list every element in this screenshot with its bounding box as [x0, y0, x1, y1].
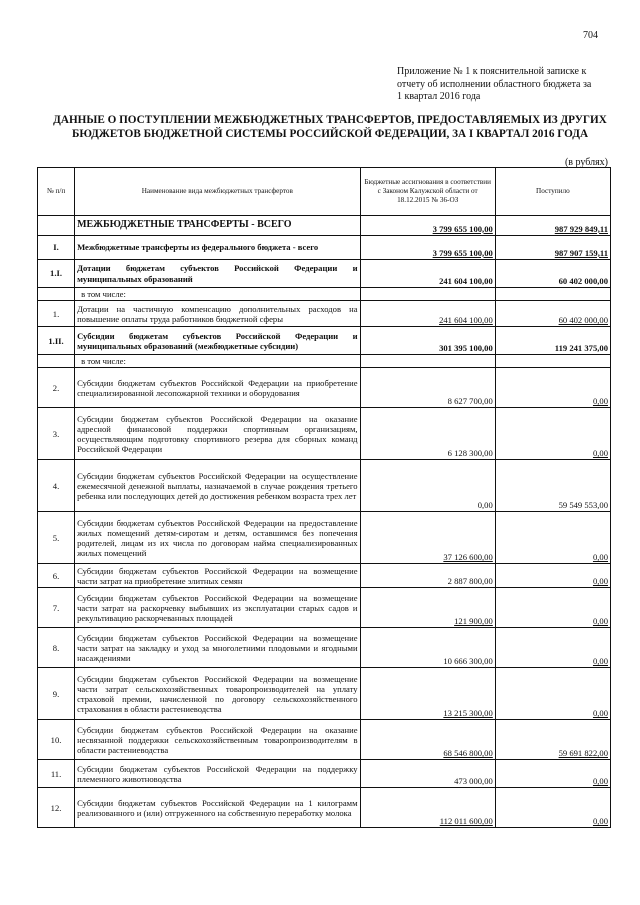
table-row	[38, 408, 611, 460]
row-received: 0,00	[495, 588, 610, 628]
row-num	[38, 288, 75, 301]
row-num: 1.	[38, 301, 75, 327]
row-assigned: 473 000,00	[360, 760, 495, 788]
row-name: в том числе:	[75, 355, 360, 368]
row-received: 119 241 375,00	[495, 327, 610, 355]
row-received: 60 402 000,00	[495, 301, 610, 327]
row-assigned: 241 604 100,00	[360, 301, 495, 327]
row-name: Дотации бюджетам субъектов Российской Федерации и муниципальных образований	[75, 260, 360, 288]
row-name: Субсидии бюджетам субъектов Российской Федерации на оказание несвязанной поддержки сельскохозяйственным товаропроизводителям в области растениеводства	[75, 720, 360, 760]
row-received: 0,00	[495, 512, 610, 564]
row-name: Субсидии бюджетам субъектов Российской Федерации на возмещение части затрат сельскохозяйственных товаропроизводителей на уплату страховой премии, начисленной по договору сельскохозяйственного страхования в области растениеводства	[75, 668, 360, 720]
row-assigned	[360, 288, 495, 301]
row-num: 10.	[38, 720, 75, 760]
page-number: 704	[583, 30, 598, 41]
row-assigned	[360, 355, 495, 368]
row-received: 0,00	[495, 564, 610, 588]
appendix-note	[397, 66, 597, 104]
header-received: Поступило	[495, 168, 610, 216]
row-name: Межбюджетные трансферты из федерального бюджета - всего	[75, 236, 360, 260]
row-received: 987 907 159,11	[495, 236, 610, 260]
row-num: 8.	[38, 628, 75, 668]
row-name: Субсидии бюджетам субъектов Российской Федерации на 1 килограмм реализованного и (или) отгруженного на собственную переработку молока	[75, 788, 360, 828]
row-received: 59 691 822,00	[495, 720, 610, 760]
table-row	[38, 355, 611, 368]
row-name: Субсидии бюджетам субъектов Российской Федерации на возмещение части затрат на приобретение элитных семян	[75, 564, 360, 588]
row-name: Субсидии бюджетам субъектов Российской Федерации на приобретение специализированной лесопожарной техники и оборудования	[75, 368, 360, 408]
row-num: 2.	[38, 368, 75, 408]
header-name: Наименование вида межбюджетных трансфертов	[75, 168, 360, 216]
row-received: 0,00	[495, 760, 610, 788]
table-row	[38, 327, 611, 355]
table-row	[38, 301, 611, 327]
row-received: 60 402 000,00	[495, 260, 610, 288]
table-row	[38, 788, 611, 828]
appendix-line: 1 квартал 2016 года	[397, 91, 481, 102]
row-assigned: 241 604 100,00	[360, 260, 495, 288]
row-name: Субсидии бюджетам субъектов Российской Федерации на возмещение части затрат на закладку и уход за многолетними плодовыми и ягодными насаждениями	[75, 628, 360, 668]
row-num: 12.	[38, 788, 75, 828]
table-header-row	[38, 168, 611, 216]
row-assigned: 6 128 300,00	[360, 408, 495, 460]
row-name: Субсидии бюджетам субъектов Российской Федерации на осуществление ежемесячной денежной выплаты, назначаемой в случае рождения третьего ребенка или последующих детей до достижения ребенком возраста трех лет	[75, 460, 360, 512]
row-received: 59 549 553,00	[495, 460, 610, 512]
row-received: 0,00	[495, 368, 610, 408]
appendix-line: Приложение № 1 к пояснительной записке к	[397, 66, 587, 77]
table-row	[38, 288, 611, 301]
transfers-table	[37, 167, 611, 828]
row-num	[38, 216, 75, 236]
row-assigned: 301 395 100,00	[360, 327, 495, 355]
table-row	[38, 668, 611, 720]
row-assigned: 121 900,00	[360, 588, 495, 628]
row-num: 1.II.	[38, 327, 75, 355]
row-received	[495, 355, 610, 368]
row-assigned: 68 546 800,00	[360, 720, 495, 760]
row-received: 0,00	[495, 668, 610, 720]
row-num: 3.	[38, 408, 75, 460]
table-row	[38, 628, 611, 668]
row-assigned: 0,00	[360, 460, 495, 512]
row-num: 1.I.	[38, 260, 75, 288]
table-row	[38, 588, 611, 628]
table-row	[38, 216, 611, 236]
table-row	[38, 760, 611, 788]
row-received: 0,00	[495, 788, 610, 828]
row-name: Субсидии бюджетам субъектов Российской Федерации на оказание адресной финансовой поддержки спортивным организациям, осуществляющим подготовку спортивного резерва для сборных команд Российской Федерации	[75, 408, 360, 460]
row-name: Субсидии бюджетам субъектов Российской Федерации на поддержку племенного животноводства	[75, 760, 360, 788]
row-num: 4.	[38, 460, 75, 512]
table-row	[38, 368, 611, 408]
row-name: Дотации на частичную компенсацию дополнительных расходов на повышение оплаты труда работников бюджетной сферы	[75, 301, 360, 327]
row-assigned: 3 799 655 100,00	[360, 236, 495, 260]
header-num: № п/п	[38, 168, 75, 216]
row-received: 0,00	[495, 408, 610, 460]
header-assigned: Бюджетные ассигнования в соответствии с Законом Калужской области от 18.12.2015 № 36-ОЗ	[360, 168, 495, 216]
row-assigned: 112 011 600,00	[360, 788, 495, 828]
row-assigned: 2 887 800,00	[360, 564, 495, 588]
row-num	[38, 355, 75, 368]
table-row	[38, 260, 611, 288]
table-row	[38, 512, 611, 564]
row-received	[495, 288, 610, 301]
row-assigned: 10 666 300,00	[360, 628, 495, 668]
row-name: в том числе:	[75, 288, 360, 301]
row-num: 7.	[38, 588, 75, 628]
row-name: Субсидии бюджетам субъектов Российской Федерации на возмещение части затрат на раскорчевку выбывших из эксплуатации старых садов и рекультивацию раскорчеванных площадей	[75, 588, 360, 628]
row-assigned: 8 627 700,00	[360, 368, 495, 408]
row-assigned: 3 799 655 100,00	[360, 216, 495, 236]
row-name: Субсидии бюджетам субъектов Российской Федерации на предоставление жилых помещений детям-сиротам и детям, оставшимся без попечения родителей, лицам из их числа по договорам найма специализированных жилых помещений	[75, 512, 360, 564]
title-line: БЮДЖЕТОВ БЮДЖЕТНОЙ СИСТЕМЫ РОССИЙСКОЙ ФЕДЕРАЦИИ, ЗА I КВАРТАЛ 2016 ГОДА	[71, 128, 589, 140]
row-received: 987 929 849,11	[495, 216, 610, 236]
table-row	[38, 460, 611, 512]
row-assigned: 37 126 600,00	[360, 512, 495, 564]
row-name: МЕЖБЮДЖЕТНЫЕ ТРАНСФЕРТЫ - ВСЕГО	[75, 216, 360, 236]
appendix-line: отчету об исполнении областного бюджета за	[397, 78, 592, 90]
table-row	[38, 564, 611, 588]
page-title	[40, 113, 620, 141]
row-received: 0,00	[495, 628, 610, 668]
row-num: 9.	[38, 668, 75, 720]
row-num: 6.	[38, 564, 75, 588]
row-num: 11.	[38, 760, 75, 788]
table-row	[38, 236, 611, 260]
row-name: Субсидии бюджетам субъектов Российской Федерации и муниципальных образований (межбюджетные субсидии)	[75, 327, 360, 355]
title-line: ДАННЫЕ О ПОСТУПЛЕНИИ МЕЖБЮДЖЕТНЫХ ТРАНСФЕРТОВ, ПРЕДОСТАВЛЯЕМЫХ ИЗ ДРУГИХ	[53, 114, 607, 126]
table-row	[38, 720, 611, 760]
row-assigned: 13 215 300,00	[360, 668, 495, 720]
row-num: 5.	[38, 512, 75, 564]
row-num: I.	[38, 236, 75, 260]
units-label: (в рублях)	[564, 157, 608, 168]
